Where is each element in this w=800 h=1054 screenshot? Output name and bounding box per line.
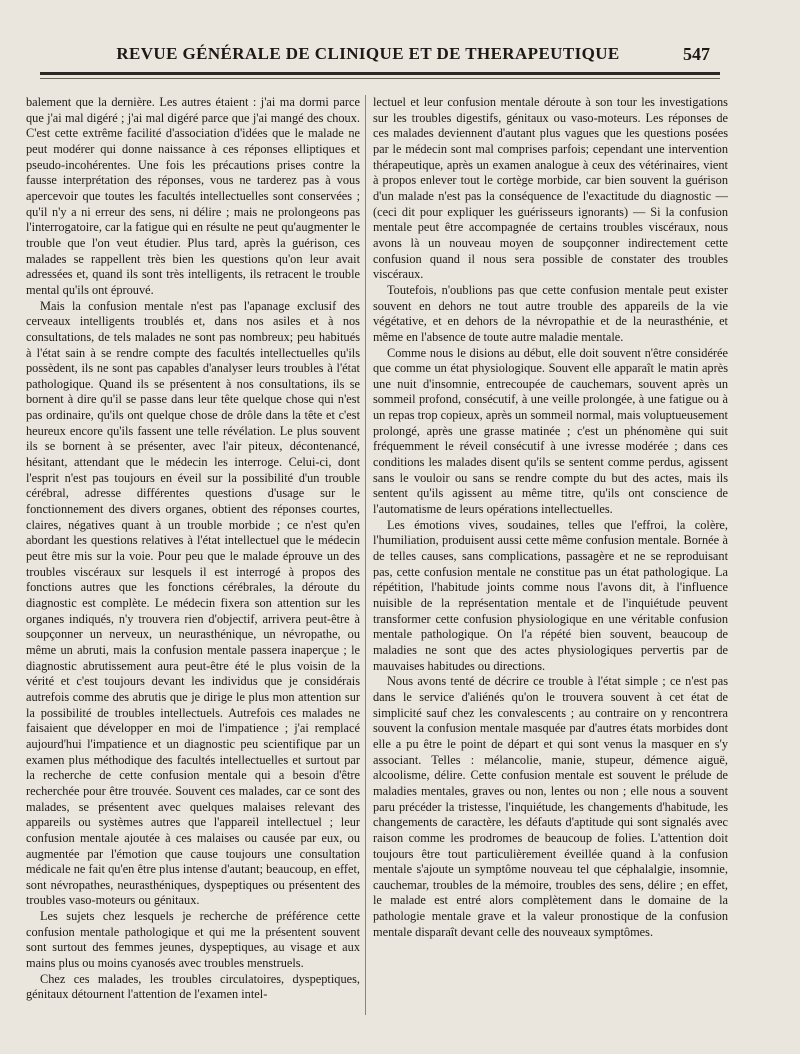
paragraph: Nous avons tenté de décrire ce trouble à l'état simple ; ce n'est pas dans le service d'aliénés qu'on le trouvera souvent à cet état de simplicité sauf chez les convalescents ; au contraire on y rencontrera souvent la confusion mentale masquée par d'autres états morbides dont elle a pu être le point de départ et qui sont venus la masquer en s'y associant. Telles : mélancolie, manie, stupeur, démence aiguë, alcoolisme, délire. Cette confusion mentale est souvent le prélude de maladies mentales, graves ou non, lentes ou non ; elle nous a souvent paru précéder la tristesse, l'inquiétude, les changements d'habitude, les changements de caractère, les défauts d'aptitude qui sont signalés avec raison comme les prodromes de beaucoup de folies. L'attention doit toujours être tout particulièrement éveillée quand à la confusion mentale s'ajoute un symptôme nouveau tel que céphalalgie, insomnie, cauchemar, troubles de la mémoire, troubles des sens, délire ; en effet, le malade est entré alors complètement dans le domaine de la pathologie mentale grave et la valeur pronostique de la confusion mentale disparaît devant celle des nouveaux symptômes. [373,674,728,939]
left-column [26,95,360,1035]
paragraph: Comme nous le disions au début, elle doit souvent n'être considérée que comme un état physiologique. Souvent elle apparaît le matin après une nuit d'insomnie, entrecoupée de cauchemars, souvent après un sommeil profond, consécutif, à une veille prolongée, à une fatigue ou à un repas trop copieux, après un sommeil normal, mais voluptueusement prolongé, après une grasse matinée ; c'est un phénomène qui suit fréquemment le réveil consécutif à une ivresse modérée ; dans ces conditions les malades disent qu'ils se sentent comme perdus, agissent sans le vouloir ou sans se rendre compte du but des actes, mais ils sentent qu'ils agissent au même titre, qu'ils ont conscience de l'automatisme de leurs opérations intellectuelles. [373,345,728,517]
running-title: REVUE GÉNÉRALE DE CLINIQUE ET DE THERAPEUTIQUE [116,44,620,63]
paragraph: balement que la dernière. Les autres étaient : j'ai ma dormi parce que j'ai mal digéré ; j'ai mal digéré parce que j'ai mangé des choux. C'est cette extrême facilité d'association d'idées que le malade ne peut modérer qui donne naissance à ces réponses elliptiques et pseudo-incohérentes. Une fois les précautions prises contre la fausse interprétation des réponses, vous ne tarderez pas à vous apercevoir que toutes les facultés intellectuelles sont conservées ; qu'il n'y a ni erreur des sens, ni délire ; mais ne prolongeons pas l'interrogatoire, car la fatigue qui en résulte ne peut qu'augmenter le trouble que l'on veut étudier. Plus tard, après la guérison, ces malades se rappellent très bien les questions qu'on leur avait adressées et, quand ils sont très intelligents, ils retracent le trouble mental qu'ils ont éprouvé. [26,95,360,297]
header-rule [40,72,720,75]
paragraph: lectuel et leur confusion mentale déroute à son tour les investigations sur les troubles digestifs, génitaux ou vaso-moteurs. Les réponses de ces malades deviennent d'autant plus vagues que les questions posées par le médecin sont mal comprises parfois; cependant une intervention thérapeutique, après un examen analogue à ceux des vétérinaires, vient à propos enlever tout le cortège morbide, car bien souvent la guérison d'un malade n'est pas la conséquence de l'exactitude du diagnostic — (ceci dit pour expliquer les guérisseurs ignorants) — Si la confusion mentale peut être accompagnée de certains troubles viscéraux, nous avons là un nouveau moyen de soupçonner indirectement cette confusion quand il nous sera possible de constater des troubles viscéraux. [373,95,728,282]
paragraph: Les sujets chez lesquels je recherche de préférence cette confusion mentale pathologique et qui me la présentent souvent sont surtout des femmes jeunes, dyspeptiques, au visage et aux mains plus ou moins cyanosés avec troubles menstruels. [26,909,360,971]
header-rule-thin [40,78,720,79]
paragraph: Mais la confusion mentale n'est pas l'apanage exclusif des cerveaux intelligents troublés et, dans nos asiles et à nos consultations, de tels malades ne sont pas nombreux; peu habitués à l'état sain à se rendre compte des facultés intellectuelles qu'ils possèdent, ils ne sont pas capables d'analyser leurs troubles à l'état pathologique. Quand ils se présentent à nos consultations, ils se bornent à dire qu'il se passe dans leur tête quelque chose qui n'est pas ordinaire, qu'ils ont quelque chose de drôle dans la tête et c'est heureux encore qu'ils fassent une telle révélation. Le plus souvent ils se bornent à se présenter, avec l'air piteux, décontenancé, hésitant, attendant que le médecin les interroge. Celui-ci, dont l'esprit n'est pas toujours en éveil sur la possibilité d'un trouble cérébral, adresse différentes questions d'usage sur le fonctionnement des divers organes, obtient des réponses courtes, claires, négatives quant à un trouble morbide ; ce n'est qu'en abordant les questions relatives à l'état intellectuel que le médecin peut être mis sur la voie. Pour peu que le malade éprouve un des troubles viscéraux sur lesquels il est interrogé à propos des fonctions autres que les fonctions cérébrales, la déroute du diagnostic est complète. Le médecin fixera son attention sur les organes indiqués, n'y trouvera rien d'objectif, arrivera peut-être à soupçonner un nerveux, un neurasthénique, un névropathe, ou même un abruti, mais la confusion mentale passera inaperçue ; le diagnostic abrutissement aura peut-être été le plus voisin de la vérité et c'est toujours devant les individus que je considérais autrefois comme des abrutis que je dirige le plus mon attention sur la possibilité de troubles intellectuels. Autrefois ces malades ne faisaient que développer en moi de l'impatience ; j'ai remplacé aujourd'hui l'impatience et un diagnostic peu scientifique par un examen plus méthodique des facultés intellectuelles et surtout par la recherche de cette confusion mentale qui a besoin d'être recherchée pour être trouvée. Souvent ces malades, car ce sont des malades, se présentent avec quelques malaises relevant des appareils ou systèmes autres que l'appareil intellectuel ; leur confusion mentale ajoutée à ces malaises ou causée par eux, ou augmentée par l'émotion que cause toujours une consultation médicale ne fait qu'en être plus intense d'autant; beaucoup, en effet, sont névropathes, neurasthéniques, dyspeptiques ou présentent des troubles vaso-moteurs ou génitaux. [26,298,360,908]
page-number: 547 [683,44,710,64]
column-divider [365,95,366,1015]
paragraph: Les émotions vives, soudaines, telles que l'effroi, la colère, l'humiliation, produisent aussi cette même confusion mentale. Bornée à de telles causes, sans complications, passagère et ne se reproduisant pas, cette confusion mentale ne constitue pas un état pathologique. La répétition, l'habitude joints comme nous l'avons dit, à l'influence nuisible de la représentation mentale et de l'inquiétude peuvent transformer cette confusion physiologique en une véritable confusion mentale pathologique. On l'a répété bien souvent, beaucoup de maladies ne sont que des actes physiologiques pervertis par de mauvaises habitudes ou directions. [373,517,728,673]
right-column [373,95,728,1035]
paragraph: Toutefois, n'oublions pas que cette confusion mentale peut exister souvent en dehors ne tout autre trouble des appareils de la vie végétative, et en dehors de la névropathie et de la neurasthénie, et même en l'absence de toute autre maladie mentale. [373,282,728,344]
running-header [20,40,716,70]
paragraph: Chez ces malades, les troubles circulatoires, dyspeptiques, génitaux détournent l'attention de l'examen intel- [26,971,360,1002]
